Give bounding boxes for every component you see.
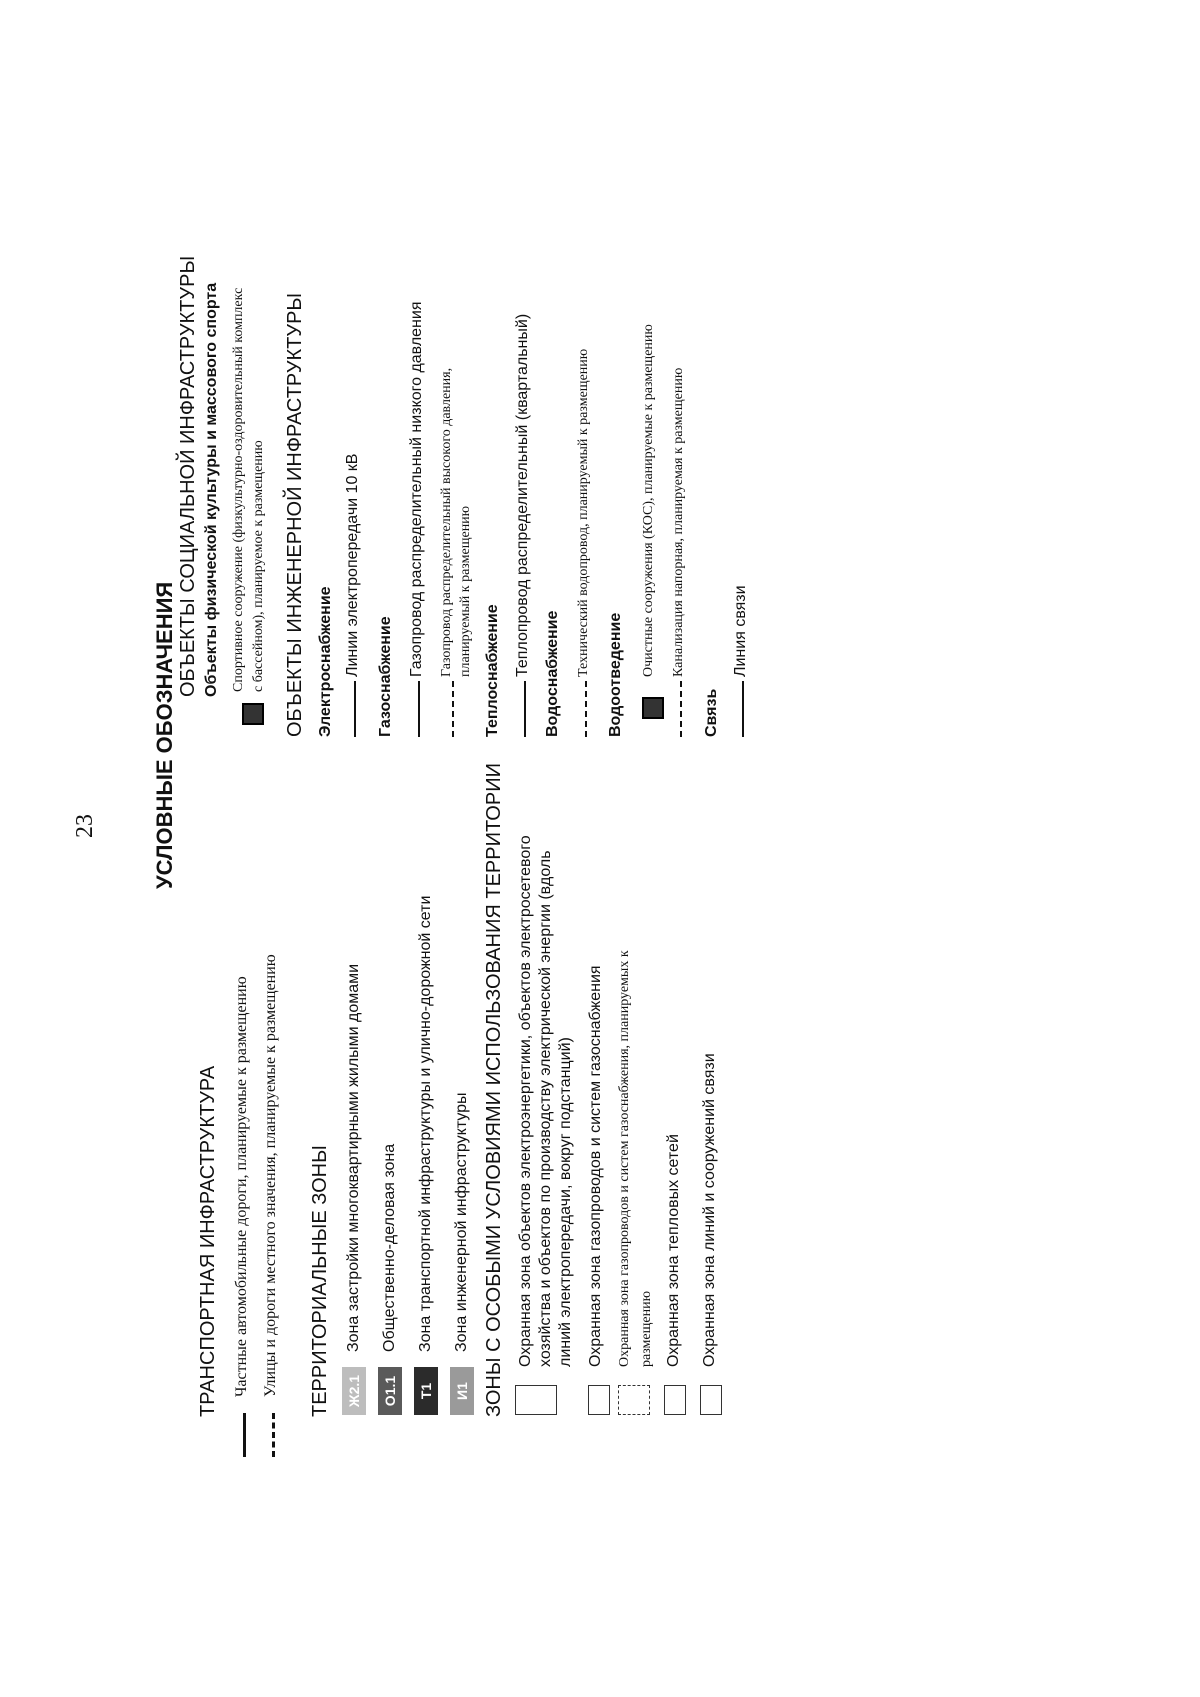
legend-item-power-zone-3: линий электропередачи, вокруг подстанций) [557, 1037, 574, 1367]
legend-item-gas-high-1: Газопровод распределительный высокого давления, [439, 367, 454, 677]
legend-item-comm-zone: Охранная зона линий и сооружений связи [701, 1053, 718, 1367]
legend-item-power-zone-1: Охранная зона объектов электроэнергетики, объектов электросетевого [517, 835, 534, 1367]
legend-item-private-roads: Частные автомобильные дороги, планируемые к размещению [233, 976, 250, 1397]
social-header: ОБЪЕКТЫ СОЦИАЛЬНОЙ ИНФРАСТРУКТУРЫ [177, 255, 199, 697]
legend-item-comm-line: Линия связи [732, 585, 749, 677]
legend-item-zone-i1: Зона инженерной инфраструктуры [453, 1092, 470, 1352]
protection-zone-gas-planned-swatch [618, 1385, 650, 1415]
gas-subheader: Газоснабжение [377, 616, 394, 737]
protection-zone-power-swatch [515, 1385, 557, 1415]
comm-subheader: Связь [703, 688, 720, 737]
gas-high-symbol [452, 681, 454, 737]
water-subheader: Водоснабжение [544, 610, 561, 737]
legend-item-gas-zone: Охранная зона газопроводов и систем газоснабжения [587, 965, 604, 1367]
protection-zone-heat-swatch [664, 1385, 686, 1415]
legend-item-power-line: Линии электропередачи 10 кВ [344, 453, 361, 677]
zone-swatch-o11 [378, 1367, 402, 1415]
private-road-symbol [243, 1413, 246, 1457]
legend-item-heat-pipe: Теплопровод распределительный (квартальный) [514, 313, 531, 677]
legend-item-treatment-plant: Очистные сооружения (КОС), планируемые к размещению [641, 324, 656, 677]
legend-item-zone-zh21: Зона застройки многоквартирными жилыми домами [345, 963, 362, 1352]
engineering-header: ОБЪЕКТЫ ИНЖЕНЕРНОЙ ИНФРАСТРУКТУРЫ [284, 292, 306, 737]
legend-item-tech-water: Технический водопровод, планируемый к размещению [576, 348, 591, 677]
zone-code-i1: И1 [454, 1382, 470, 1400]
legend-item-gas-planned-zone-2: размещению [639, 1290, 654, 1367]
zones-header: ТЕРРИТОРИАЛЬНЫЕ ЗОНЫ [309, 1145, 331, 1417]
legend-item-gas-high-2: планируемый к размещению [458, 505, 473, 677]
legend-item-zone-t1: Зона транспортной инфраструктуры и улично-дорожной сети [417, 895, 434, 1352]
social-subheader: Объекты физической культуры и массового спорта [203, 282, 220, 697]
comm-line-symbol [742, 681, 744, 737]
legend-item-sports-1: Спортивное сооружение (физкультурно-оздоровительный комплекс [231, 287, 246, 692]
gas-low-symbol [418, 681, 420, 737]
legend-item-gas-low: Газопровод распределительный низкого давления [408, 301, 425, 677]
sewer-subheader: Водоотведение [607, 612, 624, 737]
legend-item-local-streets: Улицы и дороги местного значения, планируемые к размещению [262, 954, 279, 1397]
legend-title: УСЛОВНЫЕ ОБОЗНАЧЕНИЯ [152, 581, 177, 889]
zone-code-t1: Т1 [418, 1382, 434, 1400]
zone-swatch-i1 [450, 1367, 474, 1415]
legend-item-pressure-sewer: Канализация напорная, планируемая к размещению [671, 367, 686, 677]
page-number: 23 [72, 814, 98, 838]
protection-zone-comm-swatch [700, 1385, 722, 1415]
legend-item-sports-2: с бассейном), планируемое к размещению [251, 440, 266, 692]
pressure-sewer-symbol [680, 681, 682, 737]
treatment-plant-icon [642, 697, 664, 719]
zone-swatch-zh21 [342, 1367, 366, 1415]
zone-code-zh21: Ж2.1 [346, 1374, 362, 1408]
local-street-symbol [272, 1413, 275, 1457]
tech-water-symbol [585, 681, 587, 737]
legend-item-gas-planned-zone-1: Охранная зона газопроводов и систем газоснабжения, планируемых к [617, 950, 632, 1367]
heat-pipe-symbol [524, 681, 526, 737]
legend-item-heat-zone: Охранная зона тепловых сетей [665, 1134, 682, 1367]
protection-zone-gas-swatch [588, 1385, 610, 1415]
power-subheader: Электроснабжение [317, 586, 334, 737]
legend-item-power-zone-2: хозяйства и объектов по производству электрической энергии (вдоль [537, 850, 554, 1367]
zone-code-o11: О1.1 [382, 1375, 398, 1407]
special-zones-header: ЗОНЫ С ОСОБЫМИ УСЛОВИЯМИ ИСПОЛЬЗОВАНИЯ ТЕРРИТОРИИ [483, 763, 505, 1417]
transport-header: ТРАНСПОРТНАЯ ИНФРАСТРУКТУРА [197, 1065, 219, 1417]
heat-subheader: Теплоснабжение [484, 604, 501, 737]
legend-item-zone-o11: Общественно-деловая зона [381, 1143, 398, 1352]
sports-facility-icon [242, 703, 264, 725]
power-line-symbol [354, 681, 356, 737]
zone-swatch-t1 [414, 1367, 438, 1415]
